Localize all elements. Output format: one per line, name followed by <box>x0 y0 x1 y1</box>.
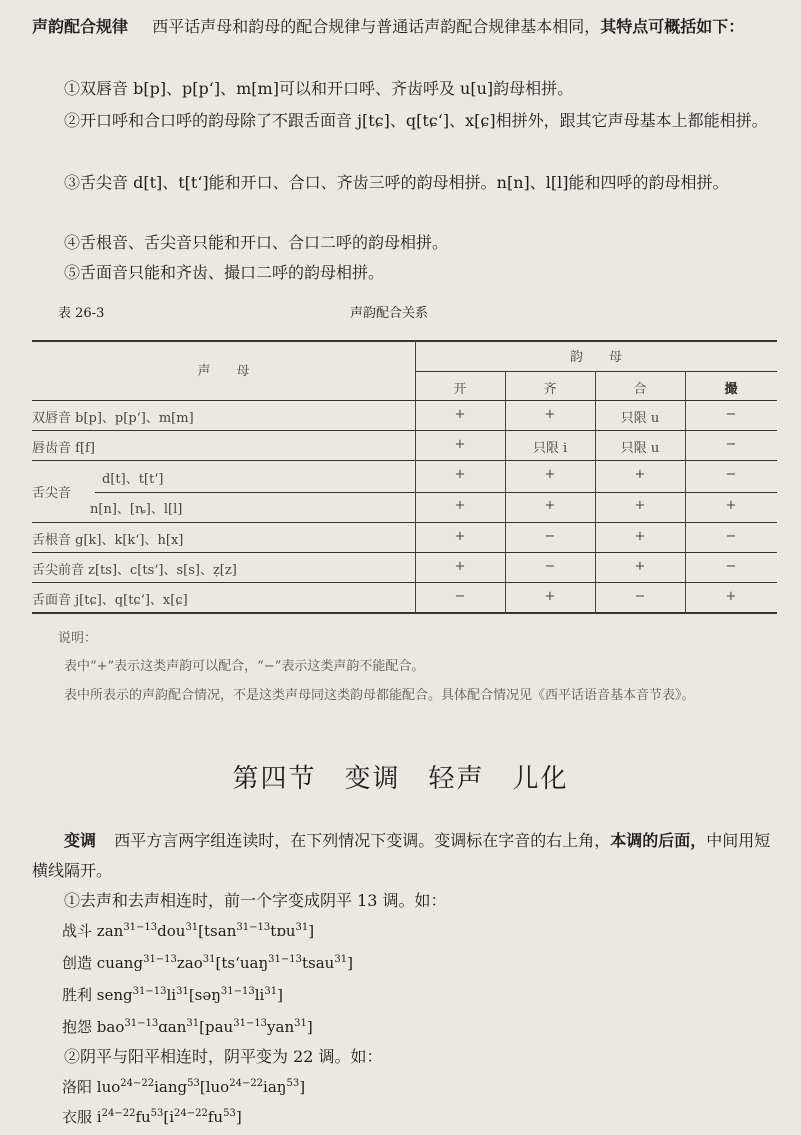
biandiao-rule-1: ①去声和去声相连时，前一个字变成阴平 13 调。如： <box>64 891 447 910</box>
intro-heading: 声韵配合规律 <box>32 17 129 36</box>
subheader-kai: 开 <box>453 382 467 397</box>
table-cell: + <box>544 467 556 482</box>
example-row: 创造 cuang$^{31-13}$zao$^{31}$[tsʻuaŋ$^{31-13}$tsau$^{31}$] <box>62 954 353 972</box>
table-cell: + <box>634 529 646 544</box>
example-row: 衣服 $i^{24-22}fu^{53}[i^{24-22}fu^{53}]$ <box>62 1108 242 1126</box>
biandiao-text-bold: 本调的后面， <box>610 831 707 850</box>
row-label: 唇齿音 f[f] <box>32 441 95 456</box>
rule-1: ①双唇音 b[p]、p[pʻ]、m[m]可以和开口呼、齐齿呼及 u[u]韵母相拼。 <box>64 79 574 98</box>
row-label: 双唇音 b[p]、p[pʻ]、m[m] <box>32 411 194 426</box>
row-sublabel: n[n]、[ȵ]、l[l] <box>90 502 183 517</box>
note-1: 表中“+”表示这类声韵可以配合，“−”表示这类声韵不能配合。 <box>64 659 425 674</box>
note-2: 表中所表示的声韵配合情况，不是这类声母同这类韵母都能配合。具体配合情况见《西平话语音基本音节表》。 <box>64 688 695 703</box>
example-row: 洛阳 luo$^{24-22}$iang$^{53}$[luo$^{24-22}$iaŋ$^{53}$] <box>62 1078 306 1096</box>
table-cell: − <box>544 559 556 574</box>
table-cell: − <box>454 589 466 604</box>
table-cell: − <box>544 529 556 544</box>
subheader-cuo: 撮 <box>724 382 738 397</box>
table-cell: − <box>725 529 737 544</box>
row-label: 舌尖前音 z[ts]、c[tsʻ]、s[s]、ẓ[z] <box>32 563 237 578</box>
table-cell: + <box>634 559 646 574</box>
header-initials: 声 母 <box>197 364 250 379</box>
table-cell: 只限 i <box>532 441 568 456</box>
table-cell: + <box>454 498 466 513</box>
rule-4: ④舌根音、舌尖音只能和开口、合口二呼的韵母相拼。 <box>64 233 449 252</box>
table-cell: + <box>454 467 466 482</box>
example-row: 抱怨 bao$^{31-13}$ɑan$^{31}$[pau$^{31-13}$yan$^{31}$] <box>62 1018 313 1036</box>
subheader-qi: 齐 <box>543 382 557 397</box>
biandiao-text-end: 中间用短横线隔开。 <box>32 831 771 880</box>
table-cell: + <box>634 498 646 513</box>
table-cell: + <box>544 498 556 513</box>
table-cell: + <box>454 559 466 574</box>
table-cell: + <box>544 407 556 422</box>
row-label: 舌尖音 <box>32 486 72 501</box>
table-cell: + <box>634 467 646 482</box>
row-label: 舌根音 g[k]、k[kʻ]、h[x] <box>32 533 184 548</box>
subheader-he: 合 <box>633 382 647 397</box>
table-cell: 只限 u <box>620 411 660 426</box>
rule-5: ⑤舌面音只能和齐齿、撮口二呼的韵母相拼。 <box>64 263 385 282</box>
table-title: 声韵配合关系 <box>350 306 429 321</box>
notes-label: 说明： <box>58 631 98 646</box>
biandiao-text: 西平方言两字组连读时，在下列情况下变调。变调标在字音的右上角， <box>114 831 611 850</box>
table-cell: 只限 u <box>620 441 660 456</box>
row-sublabel: d[t]、t[tʻ] <box>102 472 164 487</box>
table-cell: − <box>725 437 737 452</box>
table-cell: + <box>725 498 737 513</box>
rule-3: ③舌尖音 d[t]、t[tʻ]能和开口、合口、齐齿三呼的韵母相拼。n[n]、l[l]能和四呼的韵母相拼。 <box>64 173 729 192</box>
biandiao-heading: 变调 <box>64 831 97 850</box>
table-cell: − <box>725 559 737 574</box>
table-cell: − <box>725 407 737 422</box>
header-finals: 韵 母 <box>569 350 622 365</box>
biandiao-paragraph <box>32 826 777 886</box>
intro-text-bold: 其特点可概括如下： <box>600 17 745 36</box>
example-row: 战斗 zan$^{31-13}$dou$^{31}$[tsan$^{31-13}$tɒu$^{31}$] <box>62 922 315 940</box>
table-cell: + <box>454 437 466 452</box>
biandiao-rule-2: ②阴平与阳平相连时，阴平变为 22 调。如： <box>64 1047 383 1066</box>
intro-paragraph <box>32 12 777 42</box>
row-label: 舌面音 j[tɕ]、q[tɕʻ]、x[ɕ] <box>32 593 188 608</box>
section-title: 第四节 变调 轻声 儿化 <box>232 764 569 794</box>
table-cell: + <box>725 589 737 604</box>
intro-text: 西平话声母和韵母的配合规律与普通话声韵配合规律基本相同， <box>152 17 601 36</box>
syllable-combination-table <box>32 340 777 614</box>
table-cell: + <box>454 529 466 544</box>
rule-2: ②开口呼和合口呼的韵母除了不跟舌面音 j[tɕ]、q[tɕʻ]、x[ɕ]相拼外，跟其它声母基本上都能相拼。 <box>64 111 768 130</box>
table-cell: − <box>634 589 646 604</box>
table-cell: + <box>454 407 466 422</box>
table-cell: + <box>544 589 556 604</box>
table-cell: − <box>725 467 737 482</box>
example-row: 胜利 $seng^{31-13}li^{31}[səŋ^{31-13}li^{31}]$ <box>62 986 283 1004</box>
table-number: 表 26-3 <box>58 306 105 321</box>
